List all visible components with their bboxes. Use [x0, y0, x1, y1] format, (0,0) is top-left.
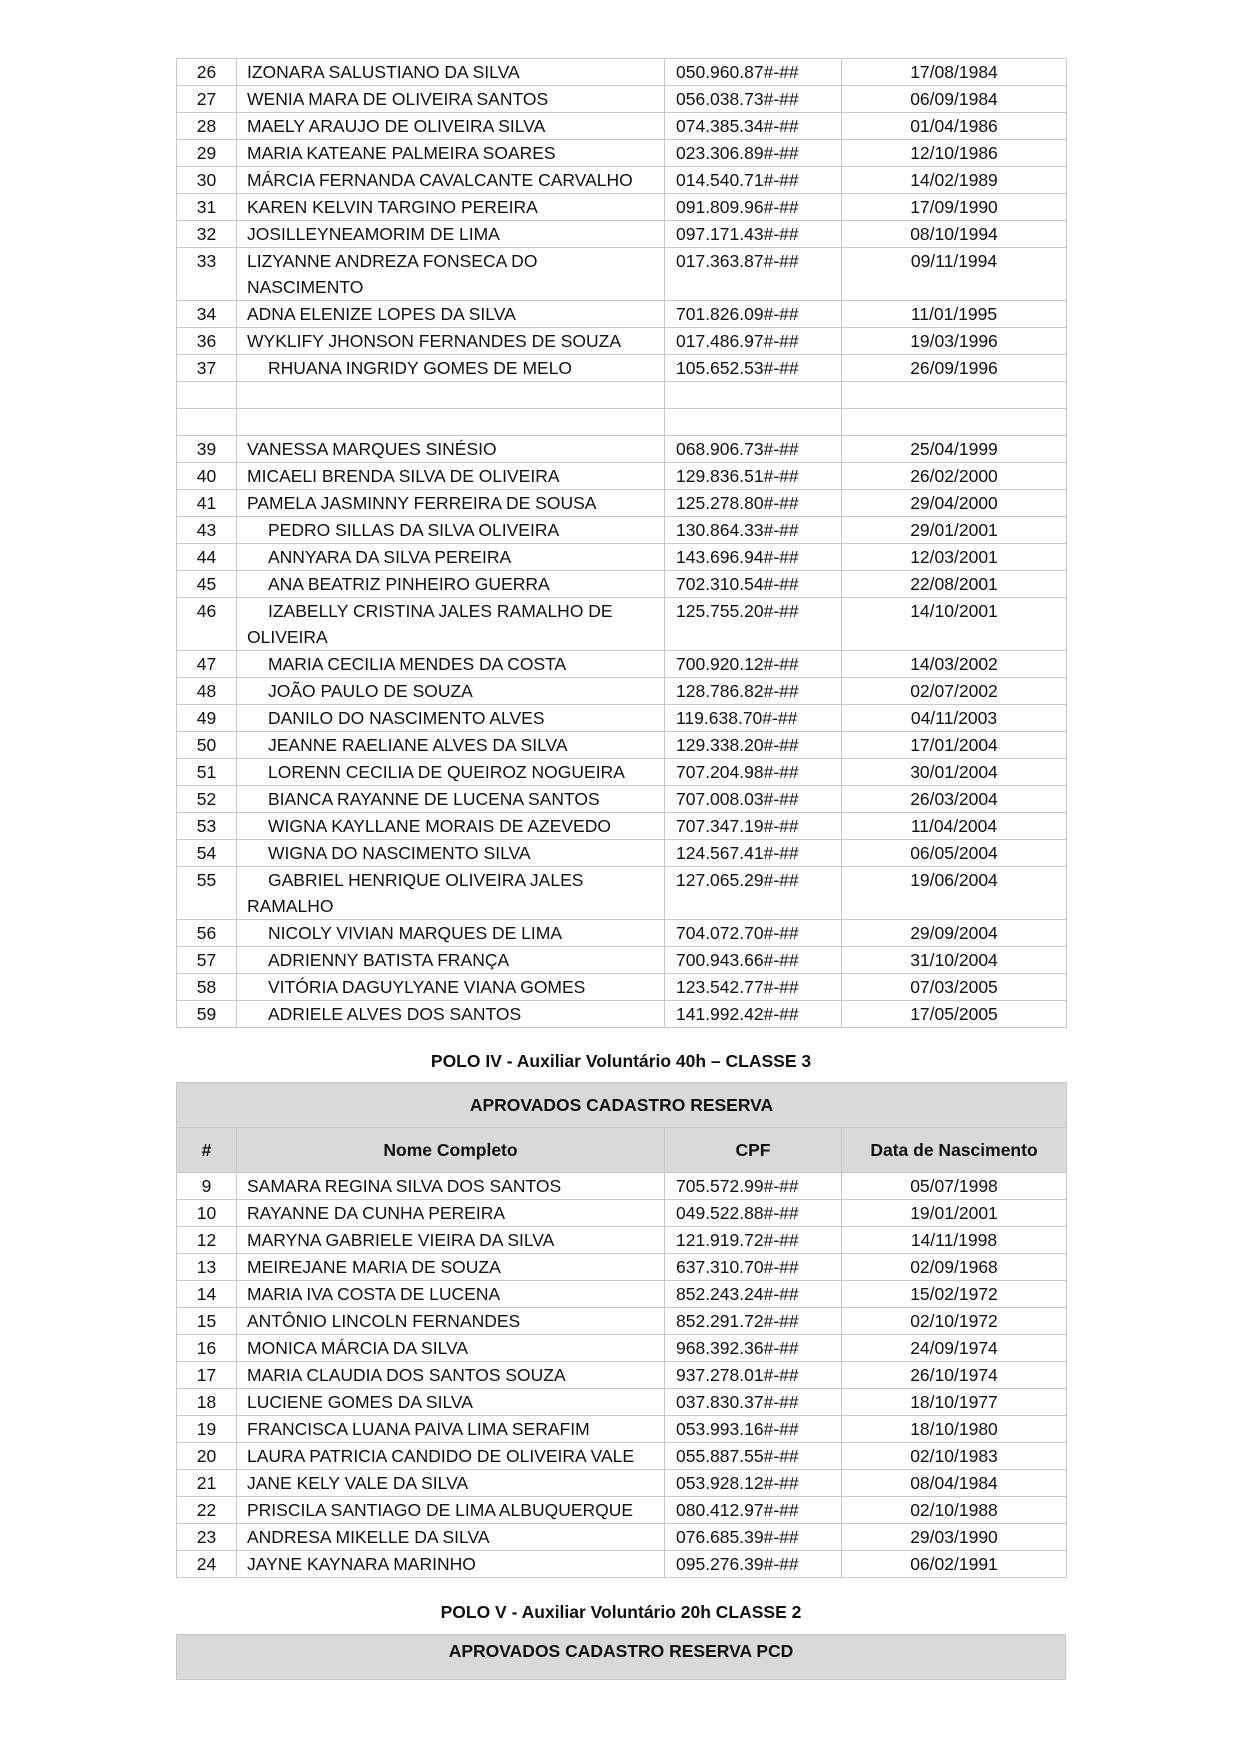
- row-birthdate: 17/08/1984: [842, 59, 1067, 86]
- row-birthdate: 14/03/2002: [842, 651, 1067, 678]
- row-full-name: MARYNA GABRIELE VIEIRA DA SILVA: [237, 1227, 665, 1254]
- table-row: [177, 1470, 1067, 1497]
- row-cpf: 127.065.29#-##: [665, 867, 842, 920]
- row-birthdate: 30/01/2004: [842, 759, 1067, 786]
- row-number: 55: [177, 867, 237, 920]
- row-full-name: JEANNE RAELIANE ALVES DA SILVA: [237, 732, 665, 759]
- table-row: [177, 140, 1067, 167]
- row-cpf: 074.385.34#-##: [665, 113, 842, 140]
- row-number: 19: [177, 1416, 237, 1443]
- row-cpf: 968.392.36#-##: [665, 1335, 842, 1362]
- table-row: [177, 167, 1067, 194]
- row-cpf: 129.338.20#-##: [665, 732, 842, 759]
- row-cpf: 707.204.98#-##: [665, 759, 842, 786]
- row-full-name: RHUANA INGRIDY GOMES DE MELO: [237, 355, 665, 382]
- table-row: [177, 759, 1067, 786]
- row-cpf: 068.906.73#-##: [665, 436, 842, 463]
- row-birthdate: 19/01/2001: [842, 1200, 1067, 1227]
- row-birthdate: 15/02/1972: [842, 1281, 1067, 1308]
- row-full-name: KAREN KELVIN TARGINO PEREIRA: [237, 194, 665, 221]
- row-number: 16: [177, 1335, 237, 1362]
- row-full-name: MONICA MÁRCIA DA SILVA: [237, 1335, 665, 1362]
- table-row: [177, 355, 1067, 382]
- table-row: [177, 248, 1067, 301]
- row-birthdate: 05/07/1998: [842, 1173, 1067, 1200]
- table-row: [177, 463, 1067, 490]
- row-number: 17: [177, 1362, 237, 1389]
- table-row: [177, 920, 1067, 947]
- row-number: 58: [177, 974, 237, 1001]
- row-number: 32: [177, 221, 237, 248]
- row-birthdate: 02/10/1988: [842, 1497, 1067, 1524]
- row-cpf: 124.567.41#-##: [665, 840, 842, 867]
- row-cpf: 707.347.19#-##: [665, 813, 842, 840]
- section-title-polo-iv: POLO IV - Auxiliar Voluntário 40h – CLASSE 3: [430, 1051, 812, 1071]
- row-birthdate: 08/04/1984: [842, 1470, 1067, 1497]
- row-number: 14: [177, 1281, 237, 1308]
- table-row: [177, 1389, 1067, 1416]
- row-cpf: 141.992.42#-##: [665, 1001, 842, 1028]
- column-header-birthdate: Data de Nascimento: [842, 1128, 1067, 1173]
- row-full-name: SAMARA REGINA SILVA DOS SANTOS: [237, 1173, 665, 1200]
- row-birthdate: 18/10/1980: [842, 1416, 1067, 1443]
- row-full-name: LAURA PATRICIA CANDIDO DE OLIVEIRA VALE: [237, 1443, 665, 1470]
- table-row: [177, 409, 1067, 436]
- reserve-list-body: [177, 1173, 1067, 1578]
- row-number: 41: [177, 490, 237, 517]
- row-cpf: 125.278.80#-##: [665, 490, 842, 517]
- row-full-name: MAELY ARAUJO DE OLIVEIRA SILVA: [237, 113, 665, 140]
- row-full-name: MARIA KATEANE PALMEIRA SOARES: [237, 140, 665, 167]
- row-birthdate: 26/09/1996: [842, 355, 1067, 382]
- table-row: [177, 517, 1067, 544]
- row-full-name: PEDRO SILLAS DA SILVA OLIVEIRA: [237, 517, 665, 544]
- row-cpf: 143.696.94#-##: [665, 544, 842, 571]
- row-birthdate: 26/03/2004: [842, 786, 1067, 813]
- row-number: 10: [177, 1200, 237, 1227]
- row-cpf: 056.038.73#-##: [665, 86, 842, 113]
- row-cpf: 700.920.12#-##: [665, 651, 842, 678]
- row-birthdate: 14/11/1998: [842, 1227, 1067, 1254]
- table-row: [177, 1335, 1067, 1362]
- row-full-name: GABRIEL HENRIQUE OLIVEIRA JALES RAMALHO: [237, 867, 665, 920]
- row-birthdate: 06/09/1984: [842, 86, 1067, 113]
- row-birthdate: 02/09/1968: [842, 1254, 1067, 1281]
- row-full-name: RAYANNE DA CUNHA PEREIRA: [237, 1200, 665, 1227]
- table-row: [177, 1254, 1067, 1281]
- row-cpf: 707.008.03#-##: [665, 786, 842, 813]
- row-cpf: 023.306.89#-##: [665, 140, 842, 167]
- column-header-cpf: CPF: [665, 1128, 842, 1173]
- row-number: 29: [177, 140, 237, 167]
- table-row: [177, 1281, 1067, 1308]
- row-cpf: 105.652.53#-##: [665, 355, 842, 382]
- row-number: 47: [177, 651, 237, 678]
- row-cpf: 095.276.39#-##: [665, 1551, 842, 1578]
- reserve-list-table: [176, 1082, 1067, 1578]
- table-row: [177, 1497, 1067, 1524]
- table-row: [177, 974, 1067, 1001]
- column-header-name: Nome Completo: [237, 1128, 665, 1173]
- row-birthdate: 09/11/1994: [842, 248, 1067, 301]
- row-number: 15: [177, 1308, 237, 1335]
- row-number: 54: [177, 840, 237, 867]
- row-full-name: LUCIENE GOMES DA SILVA: [237, 1389, 665, 1416]
- approved-list-body: [177, 59, 1067, 1028]
- row-full-name: ADNA ELENIZE LOPES DA SILVA: [237, 301, 665, 328]
- table-row: [177, 947, 1067, 974]
- reserve-band-header: APROVADOS CADASTRO RESERVA: [177, 1083, 1067, 1128]
- row-number: 50: [177, 732, 237, 759]
- row-birthdate: 02/07/2002: [842, 678, 1067, 705]
- row-cpf: 017.363.87#-##: [665, 248, 842, 301]
- row-cpf: 130.864.33#-##: [665, 517, 842, 544]
- table-row: [177, 732, 1067, 759]
- row-cpf: 700.943.66#-##: [665, 947, 842, 974]
- row-full-name: JANE KELY VALE DA SILVA: [237, 1470, 665, 1497]
- row-full-name: PRISCILA SANTIAGO DE LIMA ALBUQUERQUE: [237, 1497, 665, 1524]
- row-full-name: IZONARA SALUSTIANO DA SILVA: [237, 59, 665, 86]
- column-header-number: #: [177, 1128, 237, 1173]
- row-full-name: NICOLY VIVIAN MARQUES DE LIMA: [237, 920, 665, 947]
- row-cpf: 037.830.37#-##: [665, 1389, 842, 1416]
- row-number: 30: [177, 167, 237, 194]
- row-birthdate: 19/03/1996: [842, 328, 1067, 355]
- row-cpf: 937.278.01#-##: [665, 1362, 842, 1389]
- row-full-name: [237, 409, 665, 436]
- row-birthdate: 02/10/1983: [842, 1443, 1067, 1470]
- row-number: 21: [177, 1470, 237, 1497]
- row-number: 13: [177, 1254, 237, 1281]
- row-cpf: 852.243.24#-##: [665, 1281, 842, 1308]
- row-full-name: MARIA CLAUDIA DOS SANTOS SOUZA: [237, 1362, 665, 1389]
- row-birthdate: 12/10/1986: [842, 140, 1067, 167]
- row-full-name: VANESSA MARQUES SINÉSIO: [237, 436, 665, 463]
- row-cpf: 076.685.39#-##: [665, 1524, 842, 1551]
- table-row: [177, 436, 1067, 463]
- table-row: [177, 1362, 1067, 1389]
- row-birthdate: 06/05/2004: [842, 840, 1067, 867]
- row-number: 31: [177, 194, 237, 221]
- table-row: [177, 705, 1067, 732]
- row-birthdate: 29/04/2000: [842, 490, 1067, 517]
- table-row: [177, 1308, 1067, 1335]
- row-birthdate: 11/04/2004: [842, 813, 1067, 840]
- row-full-name: ADRIELE ALVES DOS SANTOS: [237, 1001, 665, 1028]
- row-birthdate: 07/03/2005: [842, 974, 1067, 1001]
- row-number: 48: [177, 678, 237, 705]
- row-full-name: ANA BEATRIZ PINHEIRO GUERRA: [237, 571, 665, 598]
- table-row: [177, 194, 1067, 221]
- row-full-name: MARIA CECILIA MENDES DA COSTA: [237, 651, 665, 678]
- row-cpf: 014.540.71#-##: [665, 167, 842, 194]
- table-row: [177, 328, 1067, 355]
- row-birthdate: 14/10/2001: [842, 598, 1067, 651]
- table-row: [177, 1416, 1067, 1443]
- row-birthdate: 24/09/1974: [842, 1335, 1067, 1362]
- row-birthdate: 01/04/1986: [842, 113, 1067, 140]
- table-row: [177, 813, 1067, 840]
- table-row: [177, 1001, 1067, 1028]
- table-row: [177, 1443, 1067, 1470]
- table-row: [177, 571, 1067, 598]
- row-full-name: BIANCA RAYANNE DE LUCENA SANTOS: [237, 786, 665, 813]
- row-full-name: JOÃO PAULO DE SOUZA: [237, 678, 665, 705]
- table-row: [177, 867, 1067, 920]
- row-full-name: [237, 382, 665, 409]
- row-full-name: ANDRESA MIKELLE DA SILVA: [237, 1524, 665, 1551]
- row-birthdate: 29/03/1990: [842, 1524, 1067, 1551]
- row-cpf: 055.887.55#-##: [665, 1443, 842, 1470]
- row-birthdate: 31/10/2004: [842, 947, 1067, 974]
- table-row: [177, 490, 1067, 517]
- row-cpf: 053.928.12#-##: [665, 1470, 842, 1497]
- row-cpf: 050.960.87#-##: [665, 59, 842, 86]
- row-number: 18: [177, 1389, 237, 1416]
- row-number: 23: [177, 1524, 237, 1551]
- table-row: [177, 1173, 1067, 1200]
- row-birthdate: 02/10/1972: [842, 1308, 1067, 1335]
- table-row: [177, 382, 1067, 409]
- row-birthdate: 06/02/1991: [842, 1551, 1067, 1578]
- row-number: 22: [177, 1497, 237, 1524]
- row-full-name: LIZYANNE ANDREZA FONSECA DO NASCIMENTO: [237, 248, 665, 301]
- row-cpf: 129.836.51#-##: [665, 463, 842, 490]
- row-number: 34: [177, 301, 237, 328]
- row-number: 27: [177, 86, 237, 113]
- row-full-name: MICAELI BRENDA SILVA DE OLIVEIRA: [237, 463, 665, 490]
- row-number: 24: [177, 1551, 237, 1578]
- row-birthdate: 14/02/1989: [842, 167, 1067, 194]
- row-cpf: 097.171.43#-##: [665, 221, 842, 248]
- row-cpf: 121.919.72#-##: [665, 1227, 842, 1254]
- row-full-name: ADRIENNY BATISTA FRANÇA: [237, 947, 665, 974]
- row-full-name: LORENN CECILIA DE QUEIROZ NOGUEIRA: [237, 759, 665, 786]
- row-birthdate: 04/11/2003: [842, 705, 1067, 732]
- row-number: 40: [177, 463, 237, 490]
- approved-list-table: [176, 58, 1067, 1028]
- table-row: [177, 598, 1067, 651]
- row-number: 28: [177, 113, 237, 140]
- row-full-name: WIGNA DO NASCIMENTO SILVA: [237, 840, 665, 867]
- row-full-name: MEIREJANE MARIA DE SOUZA: [237, 1254, 665, 1281]
- row-full-name: VITÓRIA DAGUYLYANE VIANA GOMES: [237, 974, 665, 1001]
- pcd-reserve-band-header: APROVADOS CADASTRO RESERVA PCD: [176, 1634, 1066, 1680]
- row-full-name: WIGNA KAYLLANE MORAIS DE AZEVEDO: [237, 813, 665, 840]
- row-cpf: [665, 382, 842, 409]
- row-number: 9: [177, 1173, 237, 1200]
- row-number: [177, 409, 237, 436]
- row-cpf: 049.522.88#-##: [665, 1200, 842, 1227]
- row-birthdate: 18/10/1977: [842, 1389, 1067, 1416]
- row-birthdate: 25/04/1999: [842, 436, 1067, 463]
- row-birthdate: 12/03/2001: [842, 544, 1067, 571]
- row-number: 39: [177, 436, 237, 463]
- row-full-name: WENIA MARA DE OLIVEIRA SANTOS: [237, 86, 665, 113]
- row-number: 57: [177, 947, 237, 974]
- row-full-name: ANTÔNIO LINCOLN FERNANDES: [237, 1308, 665, 1335]
- row-cpf: 702.310.54#-##: [665, 571, 842, 598]
- row-cpf: 701.826.09#-##: [665, 301, 842, 328]
- table-row: [177, 544, 1067, 571]
- row-birthdate: 17/05/2005: [842, 1001, 1067, 1028]
- row-number: 26: [177, 59, 237, 86]
- table-row: [177, 1551, 1067, 1578]
- table-row: [177, 678, 1067, 705]
- row-birthdate: 08/10/1994: [842, 221, 1067, 248]
- row-cpf: 017.486.97#-##: [665, 328, 842, 355]
- row-cpf: 125.755.20#-##: [665, 598, 842, 651]
- row-full-name: WYKLIFY JHONSON FERNANDES DE SOUZA: [237, 328, 665, 355]
- row-number: 20: [177, 1443, 237, 1470]
- row-cpf: 704.072.70#-##: [665, 920, 842, 947]
- row-full-name: PAMELA JASMINNY FERREIRA DE SOUSA: [237, 490, 665, 517]
- row-full-name: DANILO DO NASCIMENTO ALVES: [237, 705, 665, 732]
- row-cpf: [665, 409, 842, 436]
- row-cpf: 123.542.77#-##: [665, 974, 842, 1001]
- table-row: [177, 113, 1067, 140]
- row-birthdate: [842, 382, 1067, 409]
- table-row: [177, 651, 1067, 678]
- row-birthdate: 19/06/2004: [842, 867, 1067, 920]
- row-cpf: 705.572.99#-##: [665, 1173, 842, 1200]
- row-number: 37: [177, 355, 237, 382]
- row-birthdate: 29/09/2004: [842, 920, 1067, 947]
- row-full-name: ANNYARA DA SILVA PEREIRA: [237, 544, 665, 571]
- row-birthdate: 26/02/2000: [842, 463, 1067, 490]
- row-number: 53: [177, 813, 237, 840]
- row-birthdate: 22/08/2001: [842, 571, 1067, 598]
- table-row: [177, 86, 1067, 113]
- row-full-name: FRANCISCA LUANA PAIVA LIMA SERAFIM: [237, 1416, 665, 1443]
- row-cpf: 852.291.72#-##: [665, 1308, 842, 1335]
- row-cpf: 091.809.96#-##: [665, 194, 842, 221]
- row-cpf: 637.310.70#-##: [665, 1254, 842, 1281]
- table-row: [177, 786, 1067, 813]
- row-number: 33: [177, 248, 237, 301]
- row-cpf: 053.993.16#-##: [665, 1416, 842, 1443]
- row-full-name: MÁRCIA FERNANDA CAVALCANTE CARVALHO: [237, 167, 665, 194]
- row-number: 44: [177, 544, 237, 571]
- row-number: 56: [177, 920, 237, 947]
- table-row: [177, 59, 1067, 86]
- row-number: 43: [177, 517, 237, 544]
- row-birthdate: [842, 409, 1067, 436]
- row-cpf: 119.638.70#-##: [665, 705, 842, 732]
- row-full-name: JOSILLEYNEAMORIM DE LIMA: [237, 221, 665, 248]
- row-birthdate: 17/01/2004: [842, 732, 1067, 759]
- row-number: 36: [177, 328, 237, 355]
- section-title-polo-v: POLO V - Auxiliar Voluntário 20h CLASSE 2: [440, 1602, 802, 1622]
- table-row: [177, 1524, 1067, 1551]
- row-birthdate: 17/09/1990: [842, 194, 1067, 221]
- row-number: 49: [177, 705, 237, 732]
- row-full-name: MARIA IVA COSTA DE LUCENA: [237, 1281, 665, 1308]
- row-birthdate: 26/10/1974: [842, 1362, 1067, 1389]
- row-full-name: JAYNE KAYNARA MARINHO: [237, 1551, 665, 1578]
- table-row: [177, 221, 1067, 248]
- row-full-name: IZABELLY CRISTINA JALES RAMALHO DE OLIVEIRA: [237, 598, 665, 651]
- row-number: 52: [177, 786, 237, 813]
- row-number: 45: [177, 571, 237, 598]
- row-cpf: 080.412.97#-##: [665, 1497, 842, 1524]
- row-number: 59: [177, 1001, 237, 1028]
- row-birthdate: 11/01/1995: [842, 301, 1067, 328]
- table-row: [177, 840, 1067, 867]
- row-number: 51: [177, 759, 237, 786]
- row-cpf: 128.786.82#-##: [665, 678, 842, 705]
- table-row: [177, 1227, 1067, 1254]
- table-row: [177, 1200, 1067, 1227]
- row-birthdate: 29/01/2001: [842, 517, 1067, 544]
- row-number: 12: [177, 1227, 237, 1254]
- table-row: [177, 301, 1067, 328]
- row-number: 46: [177, 598, 237, 651]
- row-number: [177, 382, 237, 409]
